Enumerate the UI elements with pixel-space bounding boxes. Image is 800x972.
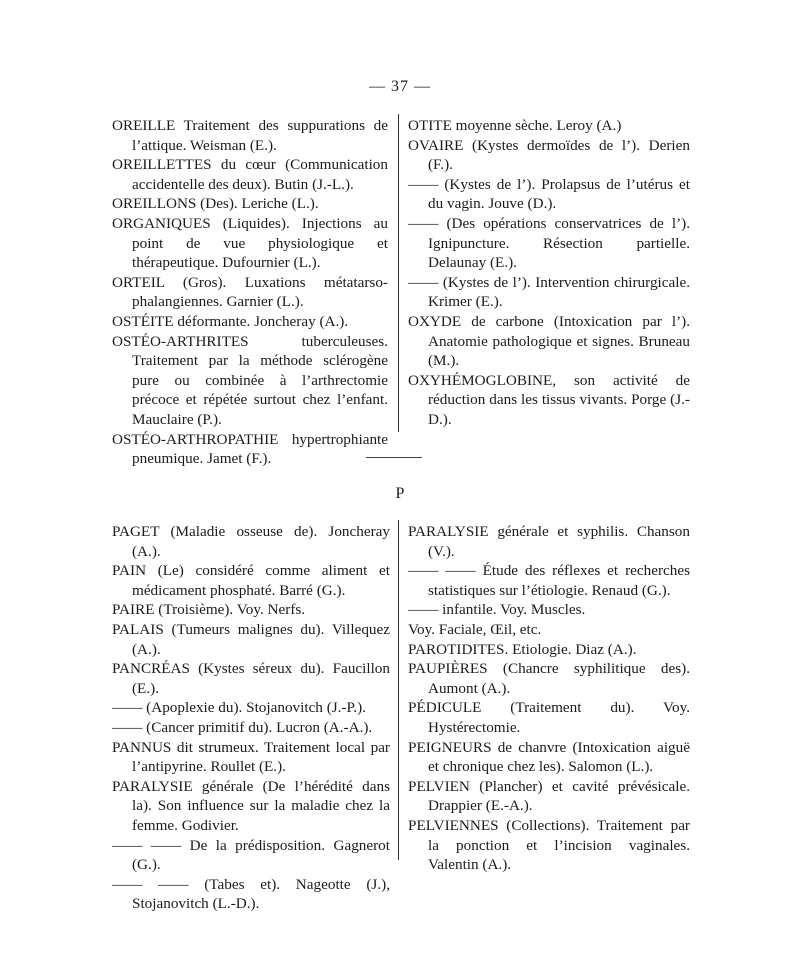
- index-entry: —— (Kystes de l’). Prolapsus de l’utérus et du vagin. Jouve (D.).: [408, 175, 690, 213]
- index-entry: PAUPIÈRES (Chancre syphilitique des). Aumont (A.).: [408, 660, 690, 697]
- index-entry: ORTEIL (Gros). Luxations métatarso-phalangiennes. Garnier (L.).: [112, 273, 388, 311]
- index-entry: —— (Des opérations conservatrices de l’). Ignipuncture. Résection partielle. Delaunay (E.).: [408, 214, 690, 272]
- index-entry: OXYHÉMOGLOBINE, son activité de réduction dans les tissus vivants. Porge (J.-D.).: [408, 371, 690, 428]
- index-entry: ORGANIQUES (Liquides). Injections au point de vue physiologique et thérapeutique. Dufournier (L.).: [112, 214, 388, 272]
- column-bottom-left: [112, 522, 390, 914]
- index-entry: PAIN (Le) considéré comme aliment et médicament phosphaté. Barré (G.).: [112, 562, 390, 599]
- index-entry: —— (Kystes de l’). Intervention chirurgicale. Krimer (E.).: [408, 273, 690, 311]
- column-top-right: [408, 116, 690, 430]
- index-entry: PELVIEN (Plancher) et cavité prévésicale. Drappier (E.-A.).: [408, 777, 690, 815]
- index-entry: OTITE moyenne sèche. Leroy (A.): [408, 117, 622, 134]
- index-entry: —— (Cancer primitif du). Lucron (A.-A.).: [112, 718, 373, 736]
- index-entry: PAROTIDITES. Etiologie. Diaz (A.).: [408, 640, 637, 658]
- column-divider-bottom: [398, 520, 399, 860]
- index-entry: OSTÉITE déformante. Joncheray (A.).: [112, 312, 349, 330]
- index-entry: OREILLETTES du cœur (Communication accidentelle des deux). Butin (J.-L.).: [112, 156, 388, 193]
- index-entry: —— —— (Tabes et). Nageotte (J.), Stojanovitch (L.-D.).: [112, 875, 390, 913]
- index-entry: OSTÉO-ARTHRITES tuberculeuses. Traitement par la méthode sclérogène pure ou combinée à l’arthrectomie précoce et répétée surtout chez l’enfant. Mauclaire (P.).: [112, 332, 388, 428]
- index-entry: Voy. Faciale, Œil, etc.: [408, 620, 542, 638]
- page-number: — 37 —: [369, 78, 431, 95]
- index-entry: —— —— Étude des réflexes et recherches statistiques sur l’étiologie. Renaud (G.).: [408, 562, 690, 599]
- index-entry: OREILLE Traitement des suppurations de l’attique. Weisman (E.).: [112, 117, 388, 154]
- index-entry: PEIGNEURS de chanvre (Intoxication aiguë et chronique chez les). Salomon (L.).: [408, 738, 690, 776]
- index-entry: OXYDE de carbone (Intoxication par l’). Anatomie pathologique et signes. Bruneau (M.).: [408, 312, 690, 370]
- index-entry: —— infantile. Voy. Muscles.: [408, 601, 586, 619]
- section-separator: [366, 457, 422, 458]
- index-entry: OVAIRE (Kystes dermoïdes de l’). Derien (F.).: [408, 136, 690, 174]
- index-entry: PAIRE (Troisième). Voy. Nerfs.: [112, 601, 306, 619]
- index-entry: PARALYSIE générale et syphilis. Chanson (V.).: [408, 523, 690, 560]
- index-entry: PÉDICULE (Traitement du). Voy. Hystérectomie.: [408, 699, 690, 736]
- index-entry: PALAIS (Tumeurs malignes du). Villequez (A.).: [112, 620, 390, 658]
- index-entry: OREILLONS (Des). Leriche (L.).: [112, 195, 319, 213]
- index-entry: —— (Apoplexie du). Stojanovitch (J.-P.).: [112, 699, 366, 717]
- index-entry: PAGET (Maladie osseuse de). Joncheray (A.).: [112, 523, 390, 560]
- section-letter: P: [395, 485, 405, 502]
- column-bottom-right: [408, 522, 690, 875]
- index-entry: OSTÉO-ARTHROPATHIE hypertrophiante pneumique. Jamet (F.).: [112, 430, 388, 468]
- column-divider-top: [398, 114, 399, 432]
- index-entry: PARALYSIE générale (De l’hérédité dans la). Son influence sur la maladie chez la femme. Godivier.: [112, 777, 390, 834]
- index-entry: PANNUS dit strumeux. Traitement local par l’antipyrine. Roullet (E.).: [112, 738, 390, 776]
- column-top-left: [112, 116, 388, 469]
- index-entry: PANCRÉAS (Kystes séreux du). Faucillon (E.).: [112, 660, 390, 697]
- index-entry: PELVIENNES (Collections). Traitement par la ponction et l’incision vaginales. Valentin (A.).: [408, 816, 690, 874]
- index-entry: —— —— De la prédisposition. Gagnerot (G.).: [112, 836, 390, 874]
